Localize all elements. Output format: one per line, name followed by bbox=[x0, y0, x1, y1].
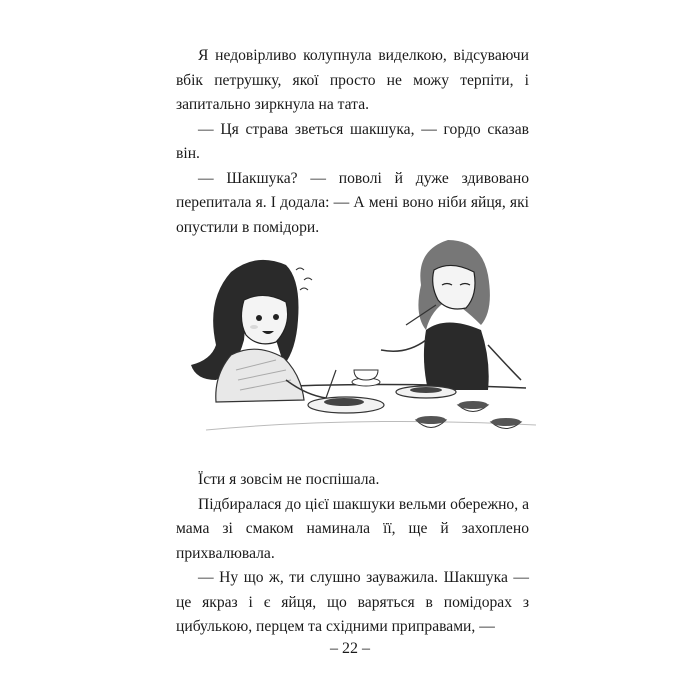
paragraph: — Ця страва зветься шакшука, — гордо сказав він. bbox=[176, 120, 529, 162]
paragraph: Їсти я зовсім не поспішала. bbox=[198, 471, 380, 488]
bottom-text-block bbox=[176, 468, 529, 640]
paragraph: Я недовірливо колупнула виделкою, відсуваючи вбік петрушку, якої просто не можу терпіти, і запитально зиркнула на тата. bbox=[176, 47, 529, 113]
teacup bbox=[352, 370, 380, 386]
bowls bbox=[416, 401, 521, 429]
page-number: – 22 – bbox=[330, 640, 370, 657]
left-girl bbox=[191, 260, 336, 402]
paragraph: — Ну що ж, ти слушно зауважила. Шакшука — це якраз і є яйця, що варяться в помідорах з цибулькою, перцем та східними приправами, — bbox=[176, 569, 529, 635]
top-text-block bbox=[176, 44, 529, 240]
paragraph: — Шакшука? — поволі й дуже здивовано перепитала я. І додала: — А мені воно ніби яйця, які опустили в помідори. bbox=[176, 169, 529, 236]
illustration-girls-eating bbox=[176, 230, 546, 450]
right-girl bbox=[381, 240, 521, 390]
paragraph: Підбиралася до цієї шакшуки вельми обережно, а мама зі смаком наминала її, ще й захоплено прихвалювала. bbox=[176, 495, 529, 562]
